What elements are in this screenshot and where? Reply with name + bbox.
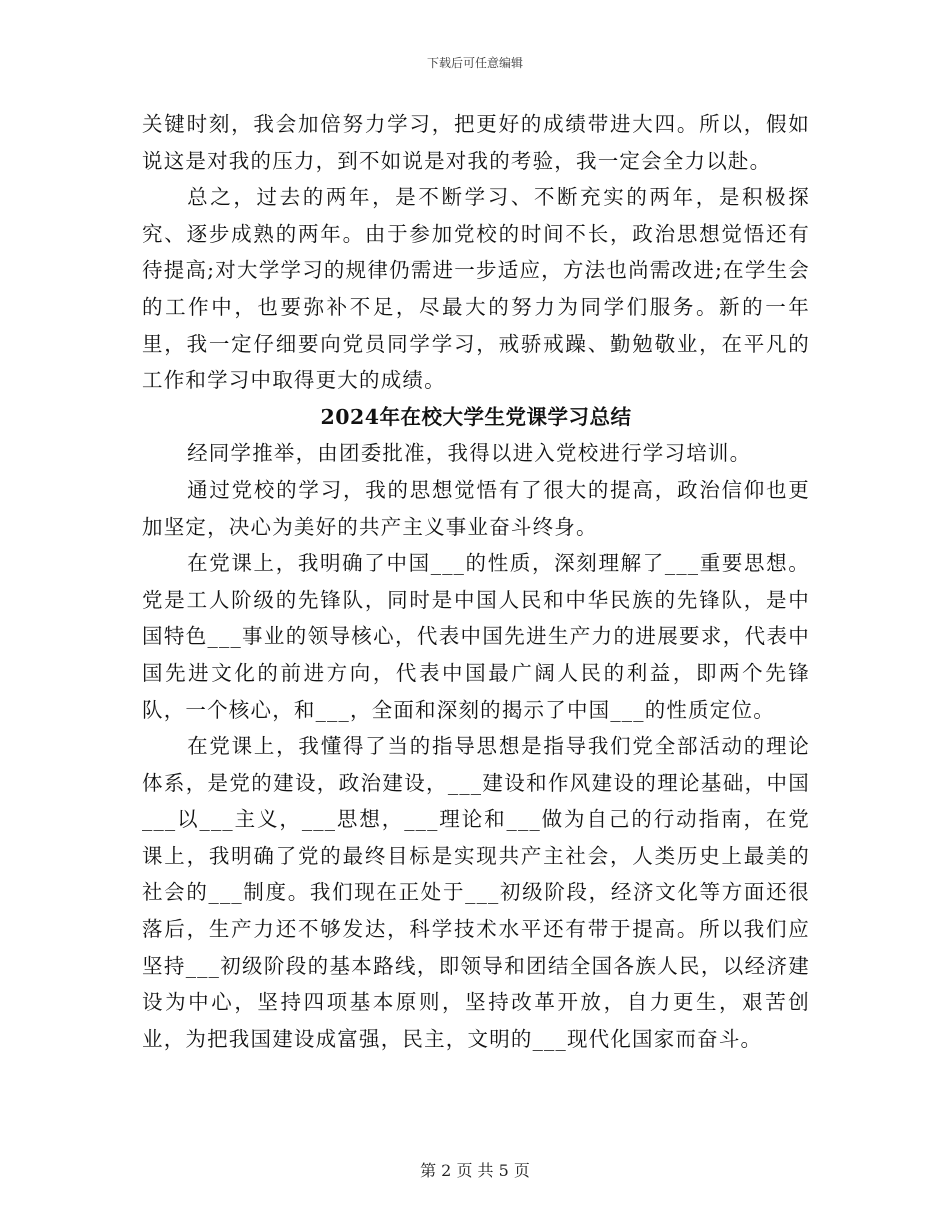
paragraph-study: 通过党校的学习，我的思想觉悟有了很大的提高，政治信仰也更加坚定，决心为美好的共产主义事业奋斗终身。: [142, 477, 810, 539]
paragraph-guiding-thought: 在党课上，我懂得了当的指导思想是指导我们党全部活动的理论体系，是党的建设，政治建设，___建设和作风建设的理论基础，中国___以___主义，___思想，___理论和___做为自己的行动指南，在党课上，我明确了党的最终目标是实现共产主社会，人类历史上最美的社会的___制度。我们现在正处于___初级阶段，经济文化等方面还很落后，生产力还不够发达，科学技术水平还有带于提高。所以我们应坚持___初级阶段的基本路线，即领导和团结全国各族人民，以经济建设为中心，坚持四项基本原则，坚持改革开放，自力更生，艰苦创业，为把我国建设成富强，民主，文明的___现代化国家而奋斗。: [142, 734, 810, 1051]
paragraph-continuation: 关键时刻，我会加倍努力学习，把更好的成绩带进大四。所以，假如说这是对我的压力，到不如说是对我的考验，我一定会全力以赴。: [142, 112, 810, 173]
paragraph-party-nature: 在党课上，我明确了中国___的性质，深刻理解了___重要思想。党是工人阶级的先锋队，同时是中国人民和中华民族的先锋队，是中国特色___事业的领导核心，代表中国先进生产力的进展要求，代表中国先进文化的前进方向，代表中国最广阔人民的利益，即两个先锋队，一个核心，和___，全面和深刻的揭示了中国___的性质定位。: [142, 551, 810, 722]
page-header: 下载后可任意编辑: [426, 56, 523, 70]
section-title: 2024年在校大学生党课学习总结: [320, 404, 632, 429]
document-body: [142, 106, 810, 1057]
page-footer: 第 2 页 共 5 页: [420, 1161, 530, 1180]
paragraph-intro: 经同学推举，由团委批准，我得以进入党校进行学习培训。: [187, 441, 752, 466]
paragraph-summary: 总之，过去的两年，是不断学习、不断充实的两年，是积极探究、逐步成熟的两年。由于参加党校的时间不长，政治思想觉悟还有待提高;对大学学习的规律仍需进一步适应，方法也尚需改进;在学生会的工作中，也要弥补不足，尽最大的努力为同学们服务。新的一年里，我一定仔细要向党员同学学习，戒骄戒躁、勤勉敬业，在平凡的工作和学习中取得更大的成绩。: [142, 185, 810, 393]
